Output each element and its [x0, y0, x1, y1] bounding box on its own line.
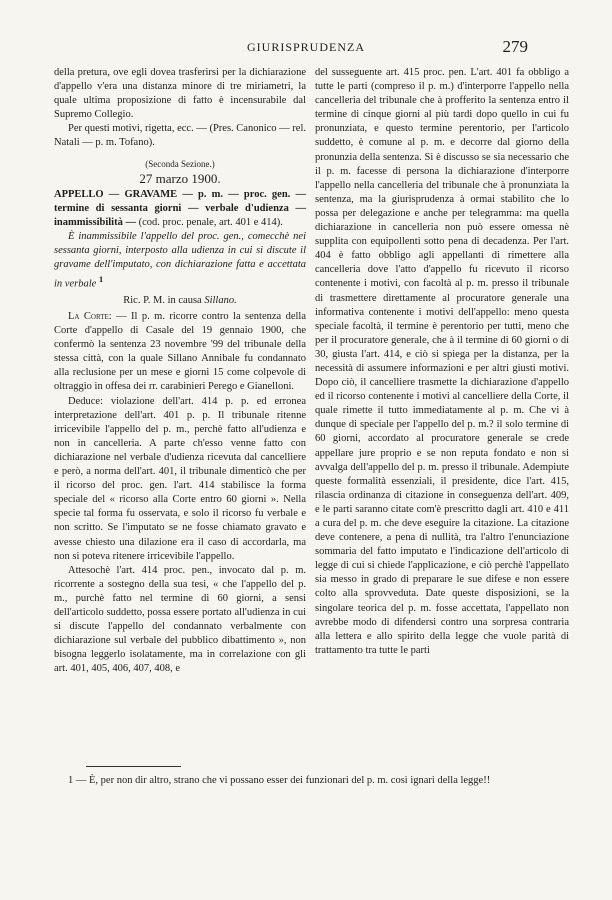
paragraph-deduce: Deduce: violazione dell'art. 414 p. p. ed erronea interpretazione dell'art. 401 p. p. Il tribunale ritenne irricevibile l'appello del p. m., perchè fatto all'udienza e non in cancelleria. A parte ch'esso venne fatto con dichiarazione nel verbale d'udienza ricevuta dal cancelliere e però, a norma dell'art. 401, il tribunale dimenticò che per il ricorso del proc. gen. l'art. 414 stabilisce la forma speciale del « ricorso alla Corte entro 60 giorni ». Nella specie tal forma fu osservata, e solo il ricorso fu verbale e non scritto. Se l'imputato se ne fosse chiamato gravato e avesse chiesto una dilazione era il caso di accordarla, ma non si poteva ritenere irricevibile l'appello.: [54, 395, 306, 562]
page-number: 279: [502, 37, 528, 56]
court-label: La Corte: [68, 311, 109, 322]
footnote-text: — È, per non dir altro, strano che vi possano esser dei funzionari del p. m. così ignari della legge!!: [75, 775, 491, 786]
right-column: [315, 66, 569, 658]
left-column: [54, 66, 306, 676]
paragraph-attesoche: Attesochè l'art. 414 proc. pen., invocato dal p. m. ricorrente a sostegno della sua tesi, « che l'appello del p. m., purchè fatto nel termine di 60 giorni, a sensi dell'articolo suddetto, possa essere portato all'udienza in cui si discute l'appello del condannato verbalmente con dichiarazione sul verbale del pubblico dibattimento », non bisogna leggerlo isolatamente, ma in correlazione con gli art. 401, 405, 406, 407, 408, e: [54, 564, 306, 675]
case-name: Sillano.: [204, 294, 237, 306]
case-prefix: Ric. P. M. in causa: [123, 294, 205, 306]
footnote-number: 1: [68, 775, 74, 786]
footnote-marker: 1: [98, 274, 104, 285]
section-label: (Seconda Sezione.): [145, 158, 215, 169]
paragraph-continuation: della pretura, ove egli dovea trasferirsi per la dichiarazione d'appello v'era una distanza minore di tre miriametri, la quale ultima proposizione di fatto è incensurabile dal Supremo Collegio.: [54, 67, 306, 121]
case-caption: [54, 294, 306, 308]
maxim-text: È inammissibile l'appello del proc. gen., comecchè nei sessanta giorni, interposto alla udienza in cui si discute il gravame dell'imputato, con dichiarazione fatta e accettata in verbale: [54, 231, 306, 290]
headnote-reference: (cod. proc. penale, art. 401 e 414).: [138, 216, 283, 228]
paragraph-ruling: Per questi motivi, rigetta, ecc. — (Pres. Canonico — rel. Natali — p. m. Tofano).: [54, 123, 306, 149]
decision-date: 27 marzo 1900.: [139, 170, 221, 186]
headnote: [54, 188, 306, 230]
footnote-separator: [86, 766, 181, 767]
paragraph-reasoning: del susseguente art. 415 proc. pen. L'art. 401 fa obbligo a tutte le parti (compreso il p. m.) d'interporre l'appello nella cancelleria del tribunale che à profferito la sentenza entro il termine di cinque giorni al più tardi dopo quello in cui fu pronunziata, e questo termine perentorio, per l'articolo suddetto, è comune al p. m. e decorre dal giorno della pronunzia della sentenza. Si è discusso se sia necessario che il p. m. facesse di persona la dichiarazione d'interporre l'appello nella cancelleria del tribunale che à pronunziata la sentenza, ma la giurisprudenza à ormai stabilito che lo possa per delegazione e anche per telegramma: ma quella dichiarazione in cancelleria non può essere omessa nè supplita con equipollenti sotto pena di decadenza. Per l'art. 404 è fatto obbligo agli appellanti di rimettere alla cancelleria dove l'atto d'appello fu ricevuto il ricorso contenente i motivi, con facoltà al p. m. presso il tribunale di trasmettere direttamente al procuratore generale una informativa contenente i motivi dell'appello: meno questa speciale facoltà, il termine è perentorio per tutti, meno che per il procuratore generale, che à il termine di 60 giorni o di 30, giusta l'art. 414, e ciò si spiega per la distanza, per la necessità di assumere informazioni e per altri giusti motivi. Dopo ciò, il cancelliere trasmette la dichiarazione d'appello ed il ricorso contenente i motivi al cancelliere della Corte, il quale rimette il tutto immediatamente al p. m. Che vi à dunque di speciale per l'appello del p. m.? il solo termine di 60 giorni, accordato al procuratore generale se crede appellare jure proprio e se non reputa fondato e non si avvalga dell'appello del p. m. presso il tribunale. Adempiute queste formalità essenziali, il presidente, dice l'art. 415, rilascia ordinanza di citazione in conseguenza dell'art. 409, e le parti saranno citate com'è prescritto dagli art. 410 e 411 a cura del p. m. che deve eseguire la citazione. La citazione deve contenere, a pena di nullità, tra l'altro l'enunciazione sommaria del fatto imputato e l'indicazione dell'articolo di legge di cui si chiede l'applicazione, e ciò perchè l'appellato sia messo in grado di preparare le sue difese e non essere colto alla sprovveduta. Date queste disposizioni, se la singolare teorica del p. m. fosse accettata, l'appellato non avrebbe modo di difendersi contro una sorpresa contraria alla lettera e allo spirito della legge che vuole parità di trattamento tra tutte le parti: [315, 67, 569, 656]
footnote: [54, 774, 569, 788]
court-text: : — Il p. m. ricorre contro la sentenza della Corte d'appello di Casale del 19 gennaio 1900, che confermò la sentenza 23 novembre '99 del tribunale della stessa città, con la quale Sillano Annibale fu condannato alla reclusione per un mese e giorni 15 come colpevole di oltraggio in offesa dei rr. carabinieri Perego e Gianelloni.: [54, 311, 307, 393]
headnote-keywords: APPELLO — GRAVAME — p. m. — proc. gen. — termine di sessanta giorni — verbale d'udienza — inammissibilità —: [54, 188, 306, 228]
page-header: [0, 37, 612, 62]
paragraph-court: [54, 310, 306, 395]
running-title: GIURISPRUDENZA: [246, 40, 365, 54]
legal-maxim: [54, 230, 306, 292]
